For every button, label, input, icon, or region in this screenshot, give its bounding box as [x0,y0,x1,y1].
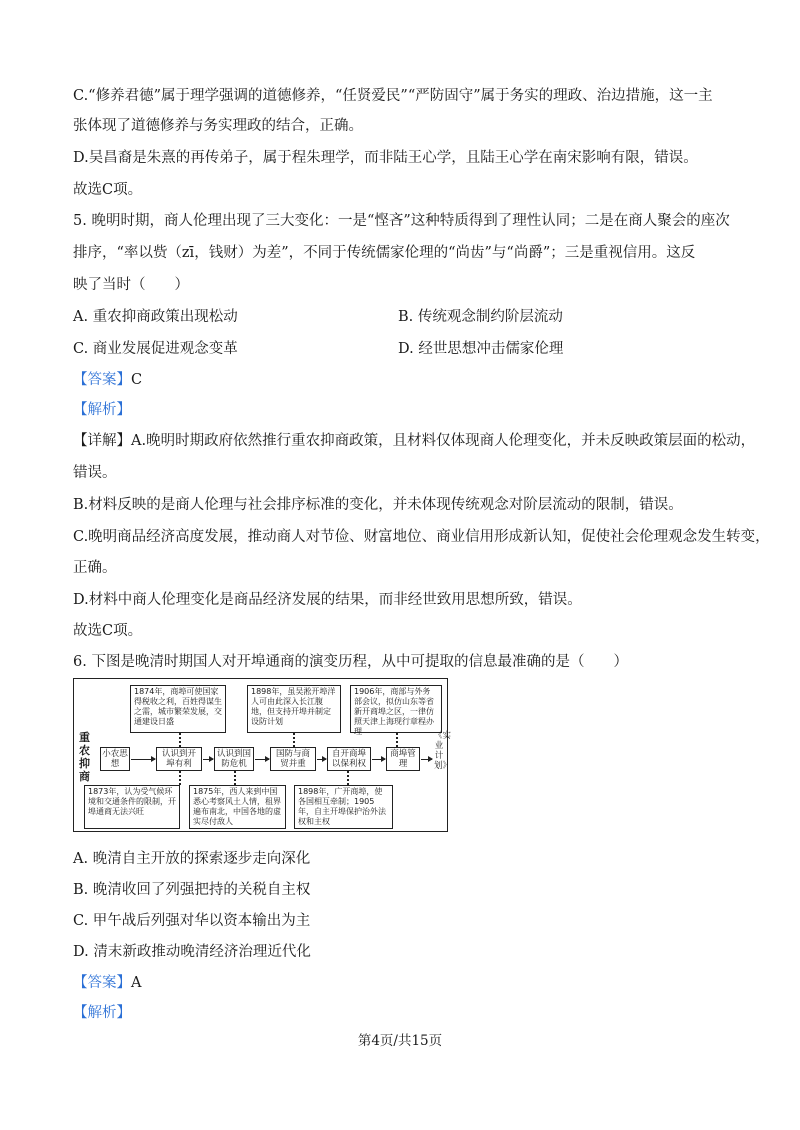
q6-answer [73,973,141,993]
arrow [131,759,155,760]
answer-label: 【答案】 [73,975,131,991]
arrow [421,759,432,760]
arrow [372,759,385,760]
q5-stem-3: 映了当时（ ） [73,277,189,293]
q5-detail-5: 正确。 [73,560,117,576]
q6-option-c: C. 甲午战后列强对华以资本输出为主 [73,913,311,929]
q5-conclusion: 故选C项。 [73,623,143,639]
connector [234,771,236,785]
q5-detail-6: D.材料中商人伦理变化是商品经济发展的结果，而非经世致用思想所致，错误。 [73,592,582,608]
q4-option-d-text: D.吴昌裔是朱熹的再传弟子，属于程朱理学，而非陆王心学，且陆王心学在南宋影响有限，错误。 [73,150,698,166]
connector [347,771,349,785]
q5-detail-4: C.晚明商品经济高度发展，推动商人对节俭、财富地位、商业信用形成新认知，促使社会伦理观念发生转变， [73,529,770,545]
q5-detail-3: B.材料反映的是商人伦理与社会排序标准的变化，并未体现传统观念对阶层流动的限制，错误。 [73,497,683,513]
bottom-note-1: 1873年，认为受气候环境和交通条件的限制，开埠通商无法兴旺 [84,785,180,829]
q5-option-c: C. 商业发展促进观念变革 [73,341,238,357]
step-5: 自开商埠以保利权 [327,747,371,771]
connector [179,771,181,785]
top-note-3: 1906年，商部与外务部会议，拟仿山东等省新开商埠之区，一律仿照天津上海现行章程办理 [350,685,442,733]
q6-option-a: A. 晚清自主开放的探索逐步走向深化 [73,851,311,867]
q6-option-b: B. 晚清收回了列强把持的关税自主权 [73,882,311,898]
connector [179,733,181,747]
q5-option-a: A. 重农抑商政策出现松动 [73,309,238,325]
step-6: 商埠管理 [386,747,420,771]
connector [396,733,398,747]
q4-option-c-text-2: 张体现了道德修养与务实理政的结合，正确。 [73,118,363,134]
q5-stem-1: 5. 晚明时期，商人伦理出现了三大变化：一是“悭吝”这种特质得到了理性认同；二是在商人聚会的座次 [73,213,730,229]
step-2: 认识到开埠有利 [156,747,202,771]
step-4: 国防与商贸并重 [270,747,316,771]
q6-analysis-label: 【解析】 [73,1005,131,1021]
arrow [255,759,269,760]
answer-value: A [131,975,142,991]
step-1: 小农思想 [100,747,130,771]
arrow [203,759,213,760]
bottom-note-3: 1898年，广开商埠，使各国相互牵制；1905年，自主开埠保护治外法权和主权 [294,785,393,829]
step-3: 认识到国防危机 [214,747,254,771]
answer-value: C [131,372,143,388]
detail-label: 【详解】 [73,433,131,449]
q6-stem: 6. 下图是晚清时期国人对开埠通商的演变历程，从中可提取的信息最准确的是（ ） [73,654,628,670]
q5-detail-2: 错误。 [73,465,117,481]
diagram-left-label: 重农抑商 [79,731,90,783]
q5-stem-2: 排序，“率以赀（zī，钱财）为差”，不同于传统儒家伦理的“尚齿”与“尚爵”；三是重视信用。这反 [73,245,696,261]
q5-option-d: D. 经世思想冲击儒家伦理 [398,341,564,357]
connector [293,733,295,747]
q5-detail-1: 【详解】A.晚明时期政府依然推行重农抑商政策，且材料仅体现商人伦理变化，并未反映政策层面的松动， [73,433,756,449]
page-footer: 第4页/共15页 [357,1033,443,1049]
q4-option-c-text-1: C.“修养君德”属于理学强调的道德修养，“任贤爱民”“严防固守”属于务实的理政、治边措施，这一主 [73,88,713,104]
q6-diagram [73,678,452,832]
q5-analysis-label: 【解析】 [73,402,131,418]
answer-label: 【答案】 [73,372,131,388]
q4-conclusion: 故选C项。 [73,182,143,198]
top-note-1: 1874年，商埠可使国家得税收之利，百姓得谋生之需，城市繁荣发展，交通建设日盛 [130,685,226,733]
diagram-right-label: 《实业计划》 [434,731,452,771]
arrow [317,759,326,760]
top-note-2: 1898年，虽吴淞开埠洋人可由此深入长江腹地，但支持开埠并制定设防计划 [247,685,341,733]
q5-option-b: B. 传统观念制约阶层流动 [398,309,563,325]
q6-option-d: D. 清末新政推动晚清经济治理近代化 [73,944,311,960]
q5-answer [73,370,142,390]
bottom-note-2: 1875年，西人来到中国悉心考察风土人情，租界遍布南北，中国各地的虚实尽付敌人 [189,785,286,829]
